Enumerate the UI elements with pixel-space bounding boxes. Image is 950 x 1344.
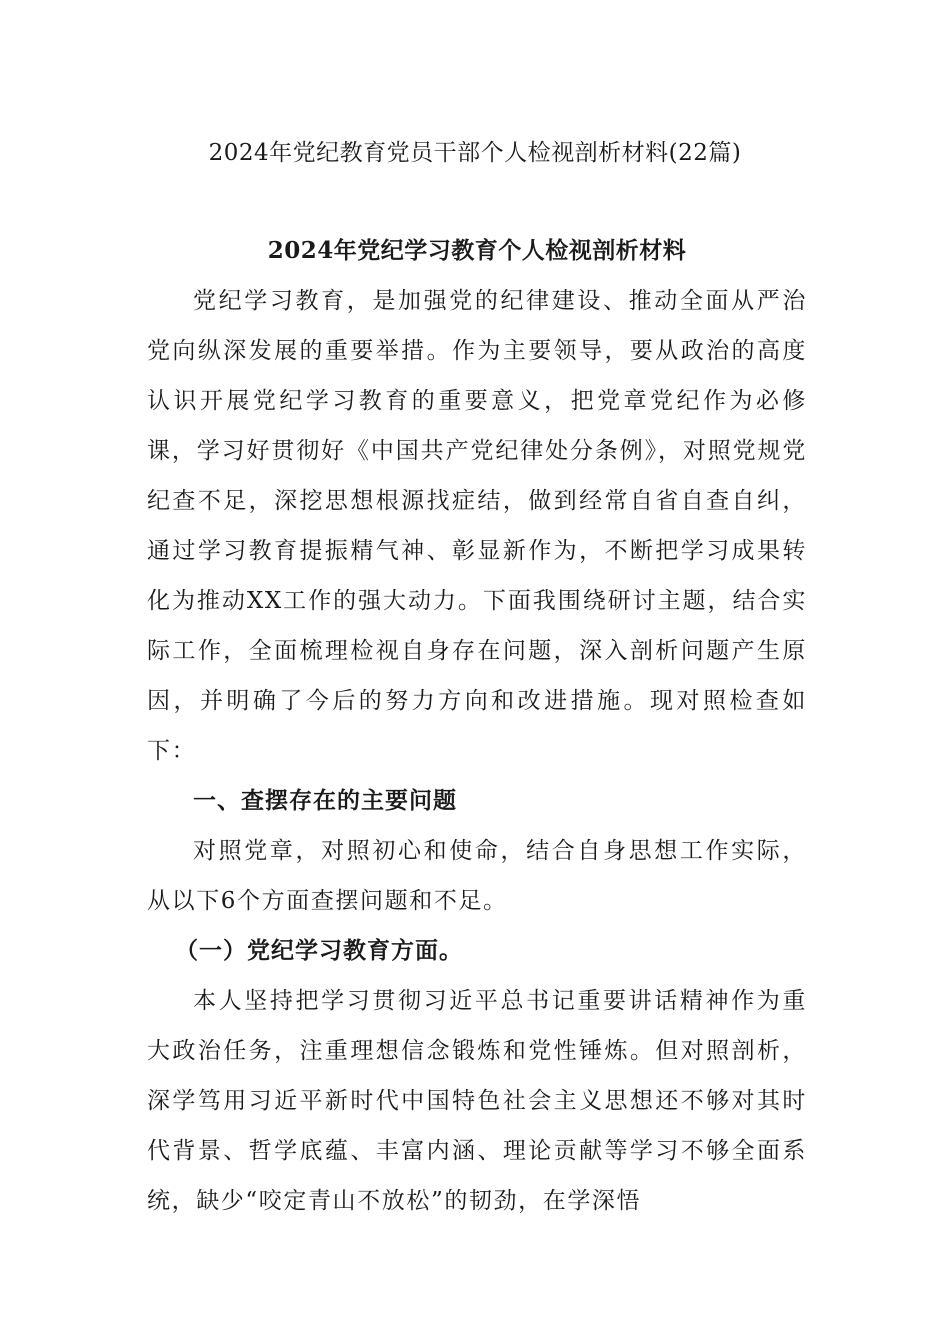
article-title: 2024年党纪学习教育个人检视剖析材料 [267, 237, 687, 264]
subsection-heading-1: （一）党纪学习教育方面。 [175, 937, 463, 964]
subsection-1-paragraph: 本人坚持把学习贯彻习近平总书记重要讲话精神作为重大政治任务，注重理想信念锻炼和党性锤炼。但对照剖析，深学笃用习近平新时代中国特色社会主义思想还不够对其时代背景、哲学底蕴、丰富内涵、理论贡献等学习不够全面系统，缺少“咬定青山不放松”的韧劲，在学深悟 [147, 988, 807, 1214]
section-1-paragraph: 对照党章，对照初心和使命，结合自身思想工作实际，从以下6个方面查摆问题和不足。 [147, 838, 807, 914]
document-title: 2024年党纪教育党员干部个人检视剖析材料(22篇) [208, 140, 742, 166]
article-body [147, 226, 807, 1226]
section-heading-1: 一、查摆存在的主要问题 [193, 787, 457, 814]
intro-paragraph: 党纪学习教育，是加强党的纪律建设、推动全面从严治党向纵深发展的重要举措。作为主要领导，要从政治的高度认识开展党纪学习教育的重要意义，把党章党纪作为必修课，学习好贯彻好《中国共产党纪律处分条例》，对照党规党纪查不足，深挖思想根源找症结，做到经常自省自查自纠，通过学习教育提振精气神、彰显新作为，不断把学习成果转化为推动XX工作的强大动力。下面我围绕研讨主题，结合实际工作，全面梳理检视自身存在问题，深入剖析问题产生原因，并明确了今后的努力方向和改进措施。现对照检查如下： [147, 288, 807, 764]
